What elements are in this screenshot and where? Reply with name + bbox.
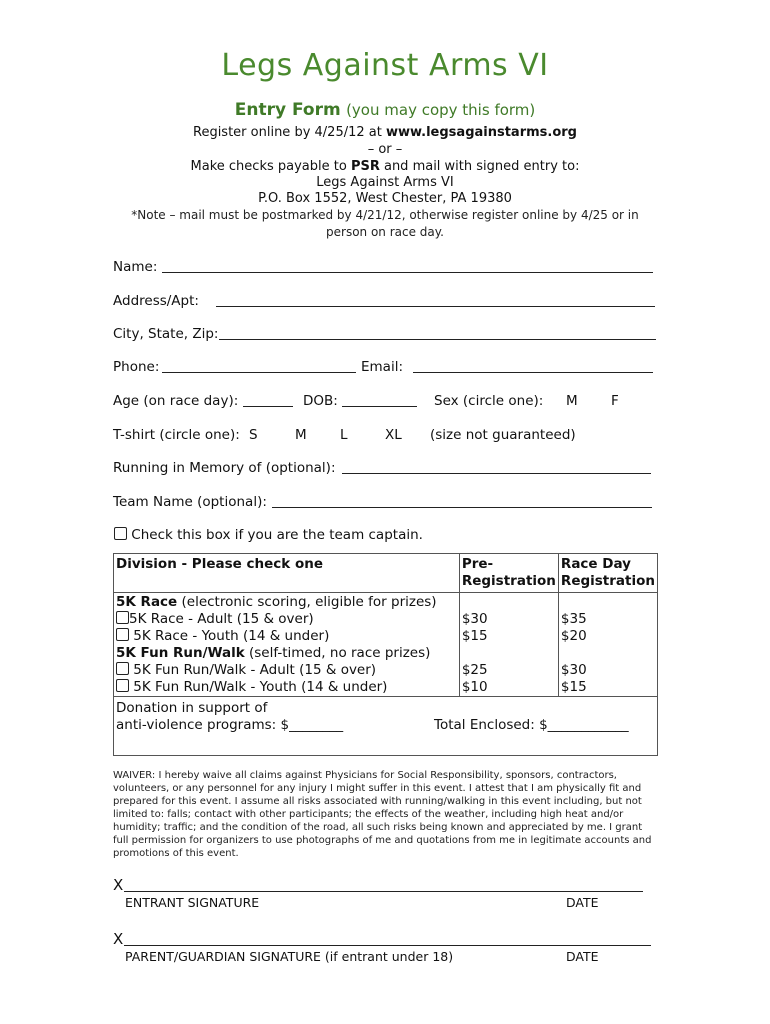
dob-label: DOB:: [303, 393, 338, 409]
fun-run-desc: (self-timed, no race prizes): [244, 645, 431, 661]
parent-x-mark: X: [113, 930, 124, 948]
total-enclosed-field[interactable]: Total Enclosed: $____________: [434, 717, 629, 733]
city-label: City, State, Zip:: [113, 326, 219, 342]
race-day-header-line2: Registration: [560, 573, 655, 589]
name-field[interactable]: [162, 272, 653, 273]
register-prefix: Register online by 4/25/12 at: [193, 125, 386, 140]
division-option-row[interactable]: [116, 628, 457, 645]
mail-address-line2: P.O. Box 1552, West Chester, PA 19380: [258, 191, 512, 206]
tshirt-option-m[interactable]: M: [295, 427, 307, 443]
age-field[interactable]: [243, 406, 293, 407]
entry-form-note: (you may copy this form): [346, 101, 536, 119]
waiver-text: WAIVER: I hereby waive all claims against Physicians for Social Responsibility, sponsors, contractors, volunteers, or any personnel for any injury I might suffer in this event. I attest that I am physically fit and prepared for this event. I assume all risks associated with running/walking in this event including, but not limited to: falls; contact with other participants; the effects of the weather, including high heat and/or humidity; traffic; and the condition of the road, all such risks being known and appreciated by me. I grant full permission for organizers to use photographs of me and quotations from me in legitimate accounts and promotions of this event.: [113, 770, 652, 859]
postmark-note-line1: *Note – mail must be postmarked by 4/21/12, otherwise register online by 4/25 or in: [131, 208, 639, 222]
price-pre-fun-adult: $25: [461, 662, 488, 678]
tshirt-option-l[interactable]: L: [340, 427, 348, 443]
division-option-row[interactable]: [116, 611, 457, 628]
division-options: [114, 593, 460, 697]
address-label: Address/Apt:: [113, 293, 199, 309]
fun-youth-label: 5K Fun Run/Walk - Youth (14 & under): [133, 679, 388, 695]
division-table: [113, 553, 658, 756]
price-day-fun-adult: $30: [560, 662, 587, 678]
checks-suffix: and mail with signed entry to:: [379, 159, 580, 174]
pre-registration-prices: [459, 593, 558, 697]
register-url[interactable]: www.legsagainstarms.org: [385, 125, 577, 140]
memory-label: Running in Memory of (optional):: [113, 460, 336, 476]
email-field[interactable]: [413, 372, 653, 373]
pre-registration-header-line1: Pre-: [461, 556, 494, 572]
sex-option-f[interactable]: F: [611, 393, 619, 409]
city-state-zip-field[interactable]: [219, 339, 656, 340]
race5k-adult-label: 5K Race - Adult (15 & over): [129, 611, 314, 627]
race-day-header-line1: Race Day: [560, 556, 631, 572]
captain-label: Check this box if you are the team captain.: [131, 527, 423, 543]
fun-youth-checkbox[interactable]: [116, 679, 129, 692]
age-label: Age (on race day):: [113, 393, 239, 409]
team-label: Team Name (optional):: [113, 494, 267, 510]
postmark-note-line2: person on race day.: [326, 225, 444, 239]
fun-adult-checkbox[interactable]: [116, 662, 129, 675]
tshirt-size-note: (size not guaranteed): [430, 427, 576, 443]
phone-label: Phone:: [113, 359, 160, 375]
parent-signature-label: PARENT/GUARDIAN SIGNATURE (if entrant under 18): [125, 949, 454, 964]
captain-row: [114, 527, 423, 543]
address-field[interactable]: [216, 306, 655, 307]
name-label: Name:: [113, 259, 158, 275]
parent-date-label: DATE: [566, 949, 599, 964]
entrant-signature-line[interactable]: [124, 891, 643, 892]
entrant-x-mark: X: [113, 876, 124, 894]
race5k-youth-checkbox[interactable]: [116, 628, 129, 641]
division-option-row[interactable]: [116, 662, 457, 679]
price-pre-race5k-adult: $30: [461, 611, 488, 627]
email-label: Email:: [361, 359, 404, 375]
pre-registration-header: [459, 554, 558, 593]
sex-label: Sex (circle one):: [434, 393, 544, 409]
phone-field[interactable]: [162, 372, 356, 373]
sex-option-m[interactable]: M: [566, 393, 578, 409]
tshirt-option-xl[interactable]: XL: [385, 427, 402, 443]
fun-adult-label: 5K Fun Run/Walk - Adult (15 & over): [133, 662, 377, 678]
race5k-adult-checkbox[interactable]: [116, 611, 129, 624]
entrant-signature-label: ENTRANT SIGNATURE: [125, 895, 260, 910]
entry-form-label: Entry Form: [234, 100, 341, 120]
postmark-note: [110, 207, 660, 241]
or-divider: – or –: [367, 142, 403, 157]
mail-address-line1: Legs Against Arms VI: [316, 175, 454, 190]
race5k-desc: (electronic scoring, eligible for prizes): [177, 594, 437, 610]
donation-label-line1: Donation in support of: [116, 700, 268, 716]
race5k-youth-label: 5K Race - Youth (14 & under): [133, 628, 330, 644]
register-line: [0, 125, 770, 140]
fun-run-heading: [116, 645, 457, 662]
tshirt-option-s[interactable]: S: [249, 427, 258, 443]
tshirt-label: T-shirt (circle one):: [113, 427, 240, 443]
race-day-prices: [558, 593, 657, 697]
race5k-title: 5K Race: [116, 594, 178, 610]
donation-field[interactable]: anti-violence programs: $________: [116, 717, 344, 733]
team-name-field[interactable]: [272, 507, 652, 508]
fun-run-title: 5K Fun Run/Walk: [116, 645, 245, 661]
division-header: Division - Please check one: [114, 554, 460, 593]
price-pre-race5k-youth: $15: [461, 628, 488, 644]
pre-registration-header-line2: Registration: [461, 573, 556, 589]
price-day-fun-youth: $15: [560, 679, 587, 695]
race5k-heading: [116, 594, 457, 611]
dob-field[interactable]: [342, 406, 417, 407]
price-pre-fun-youth: $10: [461, 679, 488, 695]
entry-form-heading: [0, 100, 770, 120]
donation-row: [114, 697, 658, 756]
checks-prefix: Make checks payable to: [190, 159, 351, 174]
parent-signature-line[interactable]: [124, 945, 651, 946]
memory-field[interactable]: [342, 473, 651, 474]
price-day-race5k-adult: $35: [560, 611, 587, 627]
captain-checkbox[interactable]: [114, 527, 127, 540]
race-day-header: [558, 554, 657, 593]
checks-payee: PSR: [350, 159, 380, 174]
division-option-row[interactable]: [116, 679, 457, 696]
checks-line: [0, 159, 770, 174]
entrant-date-label: DATE: [566, 895, 599, 910]
price-day-race5k-youth: $20: [560, 628, 587, 644]
form-title: Legs Against Arms VI: [221, 48, 549, 83]
